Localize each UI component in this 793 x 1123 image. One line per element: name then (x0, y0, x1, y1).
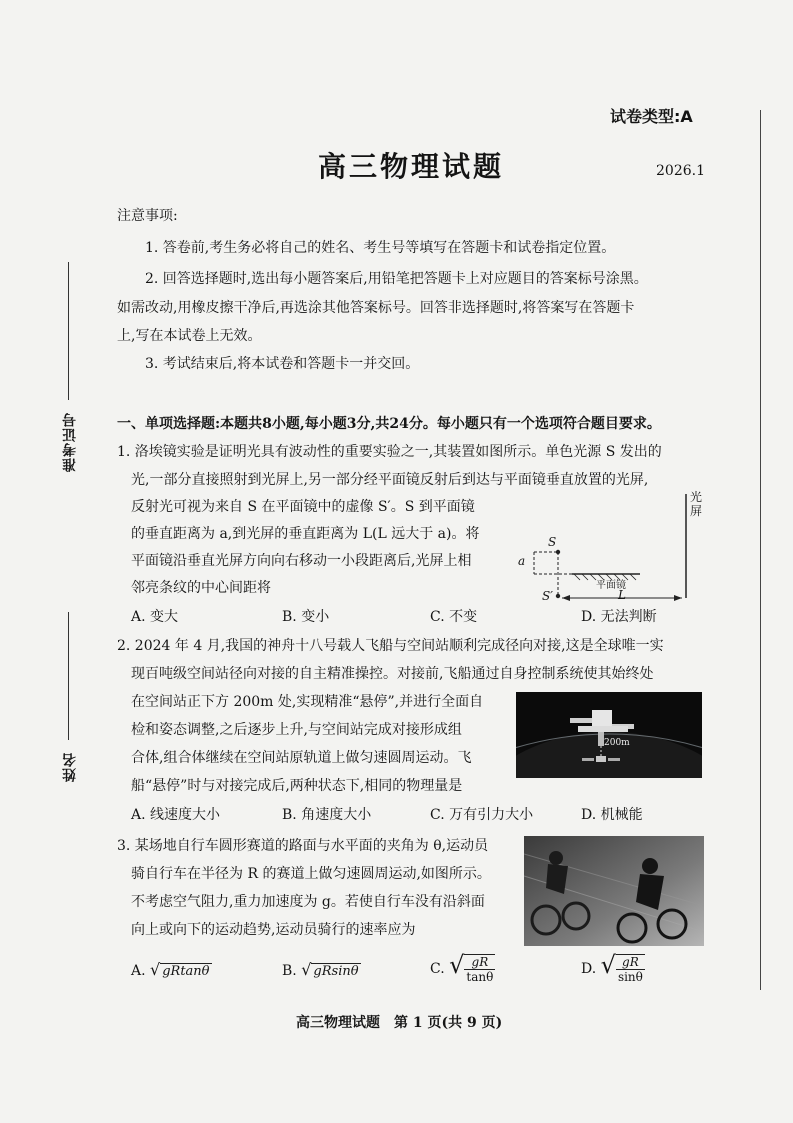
q3-option-d: D. √ $\frac{gR}{\sin\theta}$ (581, 951, 643, 984)
q1-option-d: D. 无法判断 (581, 609, 657, 625)
exam-id-line (68, 262, 69, 400)
exam-date: 2026.1 (656, 163, 705, 179)
q2-line-4: 检和姿态调整,之后逐步上升,与空间站完成对接形成组 (131, 722, 462, 738)
notice-item-2-cont: 如需改动,用橡皮擦干净后,再选涂其他答案标号。回答非选择题时,将答案写在答题卡 (117, 300, 635, 316)
q1-line-6: 邻亮条纹的中心间距将 (131, 580, 271, 596)
q2-option-b: B. 角速度大小 (282, 807, 372, 823)
q3-option-b: B. √ gRsinθ (282, 960, 359, 979)
q3-line-3: 不考虑空气阻力,重力加速度为 g。若使自行车没有沿斜面 (131, 894, 485, 910)
notice-item-2: 2. 回答选择题时,选出每小题答案后,用铅笔把答题卡上对应题目的答案标号涂黑。 (145, 271, 648, 287)
q2-line-3: 在空间站正下方 200m 处,实现精准“悬停”,并进行全面自 (131, 694, 484, 710)
q2-line-1: 2. 2024 年 4 月,我国的神舟十八号载人飞船与空间站顺利完成径向对接,这是全球唯一实 (117, 638, 664, 654)
q1-line-2: 光,一部分直接照射到光屏上,另一部分经平面镜反射后到达与平面镜垂直放置的光屏, (131, 472, 649, 488)
q1-option-c: C. 不变 (430, 609, 478, 625)
name-line (68, 612, 69, 740)
q2-line-2: 现百吨级空间站径向对接的自主精准操控。对接前,飞船通过自身控制系统使其始终处 (131, 666, 654, 682)
cycling-track-photo (524, 836, 704, 946)
diagram-s-prime-label: S′ (542, 589, 553, 603)
q1-line-4: 的垂直距离为 a,到光屏的垂直距离为 L(L 远大于 a)。将 (131, 526, 480, 542)
name-label: 姓名 (62, 752, 78, 782)
notice-item-1: 1. 答卷前,考生务必将自己的姓名、考生号等填写在答题卡和试卷指定位置。 (145, 240, 616, 256)
q3-option-b-expr: gRsinθ (313, 964, 359, 979)
notice-item-2-end: 上,写在本试卷上无效。 (117, 328, 262, 344)
q2-option-a: A. 线速度大小 (131, 807, 221, 823)
q1-line-3: 反射光可视为来自 S 在平面镜中的虚像 S′。S 到平面镜 (131, 499, 475, 515)
sqrt-sign: √ (301, 960, 312, 979)
diagram-a-label: a (518, 554, 526, 568)
paper-type: 试卷类型:A (610, 107, 693, 126)
photo-distance-label: 200m (604, 738, 630, 748)
page-footer: 高三物理试题 第 1 页(共 9 页) (296, 1015, 503, 1031)
q3-option-a: A. √ gRtanθ (131, 960, 210, 979)
space-station-photo (516, 692, 702, 778)
q1-option-a: A. 变大 (131, 609, 179, 625)
notice-item-3: 3. 考试结束后,将本试卷和答题卡一并交回。 (145, 356, 420, 372)
page-right-rule (760, 110, 761, 990)
q2-option-d: D. 机械能 (581, 807, 643, 823)
lloyd-mirror-diagram (510, 490, 710, 610)
sqrt-sign: √ (449, 951, 465, 979)
page-title: 高三物理试题 (318, 150, 505, 183)
q3-line-1: 3. 某场地自行车圆形赛道的路面与水平面的夹角为 θ,运动员 (117, 838, 489, 854)
q3-option-d-fraction: $\frac{gR}{\sin\theta}$ (617, 955, 643, 984)
q1-line-1: 1. 洛埃镜实验是证明光具有波动性的重要实验之一,其装置如图所示。单色光源 S 发出的 (117, 444, 662, 460)
diagram-mirror-label: 平面镜 (596, 580, 626, 591)
q2-line-5: 合体,组合体继续在空间站原轨道上做匀速圆周运动。飞 (131, 750, 472, 766)
notice-heading: 注意事项: (117, 208, 178, 224)
diagram-L-label: L (618, 588, 626, 602)
exam-id-label: 准考证号 (62, 412, 78, 472)
q3-line-4: 向上或向下的运动趋势,运动员骑行的速率应为 (131, 922, 416, 938)
sqrt-sign: √ (600, 951, 616, 979)
q2-option-c: C. 万有引力大小 (430, 807, 534, 823)
section-heading: 一、单项选择题:本题共8小题,每小题3分,共24分。每小题只有一个选项符合题目要求。 (117, 416, 661, 432)
q3-option-a-expr: gRtanθ (162, 964, 210, 979)
q3-option-c: C. √ $\frac{gR}{\tan\theta}$ (430, 951, 494, 984)
diagram-screen-label: 光屏 (690, 490, 703, 518)
diagram-s-label: S (548, 535, 557, 549)
q1-line-5: 平面镜沿垂直光屏方向向右移动一小段距离后,光屏上相 (131, 553, 472, 569)
q2-line-6: 船“悬停”时与对接完成后,两种状态下,相同的物理量是 (131, 778, 463, 794)
sqrt-sign: √ (150, 960, 161, 979)
q1-option-b: B. 变小 (282, 609, 330, 625)
q3-line-2: 骑自行车在半径为 R 的赛道上做匀速圆周运动,如图所示。 (131, 866, 491, 882)
q3-option-c-fraction: $\frac{gR}{\tan\theta}$ (466, 955, 494, 984)
